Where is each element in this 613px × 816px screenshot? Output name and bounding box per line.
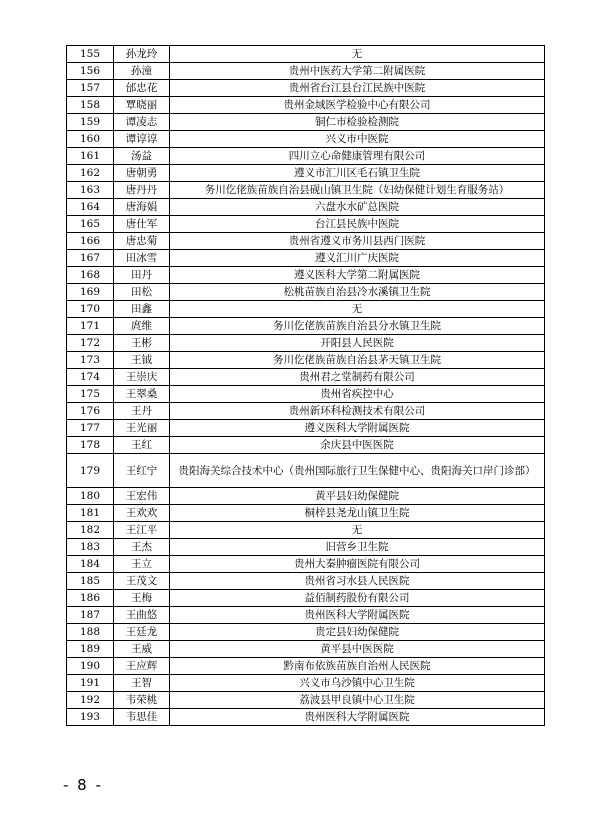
- organization: 遵义汇川广庆医院: [170, 250, 545, 267]
- table-row: [67, 488, 545, 505]
- organization: 无: [170, 46, 545, 63]
- person-name: 汤益: [114, 148, 170, 165]
- person-name: 韦思佳: [114, 709, 170, 726]
- person-name: 王茂文: [114, 573, 170, 590]
- organization: 兴义市乌沙镇中心卫生院: [170, 675, 545, 692]
- organization: 六盘水水矿总医院: [170, 199, 545, 216]
- row-number: 166: [67, 233, 114, 250]
- row-number: 179: [67, 454, 114, 488]
- organization: 荔波县甲良镇中心卫生院: [170, 692, 545, 709]
- roster-table: [66, 45, 545, 726]
- person-name: 王彬: [114, 335, 170, 352]
- table-row: [67, 352, 545, 369]
- table-row: [67, 335, 545, 352]
- row-number: 176: [67, 403, 114, 420]
- table-row: [67, 522, 545, 539]
- person-name: 王智: [114, 675, 170, 692]
- table-row: [67, 114, 545, 131]
- row-number: 192: [67, 692, 114, 709]
- table-row: [67, 97, 545, 114]
- page-number: - 8 -: [63, 776, 103, 794]
- person-name: 谭凌志: [114, 114, 170, 131]
- organization: 无: [170, 522, 545, 539]
- organization: 务川仡佬族苗族自治县茅天镇卫生院: [170, 352, 545, 369]
- row-number: 178: [67, 437, 114, 454]
- row-number: 182: [67, 522, 114, 539]
- row-number: 173: [67, 352, 114, 369]
- person-name: 王红: [114, 437, 170, 454]
- organization: 益佰制药股份有限公司: [170, 590, 545, 607]
- person-name: 王威: [114, 641, 170, 658]
- person-name: 田丹: [114, 267, 170, 284]
- row-number: 159: [67, 114, 114, 131]
- organization: 贵州医科大学附属医院: [170, 607, 545, 624]
- person-name: 唐忠菊: [114, 233, 170, 250]
- table-row: [67, 80, 545, 97]
- organization: 余庆县中医医院: [170, 437, 545, 454]
- row-number: 184: [67, 556, 114, 573]
- organization: 贵定县妇幼保健院: [170, 624, 545, 641]
- organization: 贵州医科大学附属医院: [170, 709, 545, 726]
- organization: 贵州省台江县台江民族中医院: [170, 80, 545, 97]
- organization: 务川仡佬族苗族自治县分水镇卫生院: [170, 318, 545, 335]
- table-row: [67, 403, 545, 420]
- table-row: [67, 63, 545, 80]
- table-row: [67, 590, 545, 607]
- table-row: [67, 369, 545, 386]
- person-name: 唐朝勇: [114, 165, 170, 182]
- person-name: 王曲悠: [114, 607, 170, 624]
- table-row: [67, 233, 545, 250]
- person-name: 王丹: [114, 403, 170, 420]
- row-number: 180: [67, 488, 114, 505]
- person-name: 王欢欢: [114, 505, 170, 522]
- row-number: 161: [67, 148, 114, 165]
- organization: 遵义医科大学附属医院: [170, 420, 545, 437]
- organization: 桐梓县尧龙山镇卫生院: [170, 505, 545, 522]
- row-number: 189: [67, 641, 114, 658]
- table-row: [67, 573, 545, 590]
- row-number: 164: [67, 199, 114, 216]
- row-number: 186: [67, 590, 114, 607]
- person-name: 王梅: [114, 590, 170, 607]
- table-row: [67, 301, 545, 318]
- organization: 贵州中医药大学第二附属医院: [170, 63, 545, 80]
- table-row: [67, 607, 545, 624]
- row-number: 188: [67, 624, 114, 641]
- row-number: 183: [67, 539, 114, 556]
- row-number: 167: [67, 250, 114, 267]
- organization: 贵州金域医学检验中心有限公司: [170, 97, 545, 114]
- organization: 旧营乡卫生院: [170, 539, 545, 556]
- organization: 黄平县中医医院: [170, 641, 545, 658]
- organization: 贵州大秦肿瘤医院有限公司: [170, 556, 545, 573]
- table-row: [67, 199, 545, 216]
- row-number: 175: [67, 386, 114, 403]
- table-row: [67, 148, 545, 165]
- person-name: 王廷龙: [114, 624, 170, 641]
- organization: 贵州省疾控中心: [170, 386, 545, 403]
- table-row: [67, 505, 545, 522]
- organization: 贵州省遵义市务川县西门医院: [170, 233, 545, 250]
- row-number: 191: [67, 675, 114, 692]
- table-row: [67, 437, 545, 454]
- table-row: [67, 539, 545, 556]
- row-number: 170: [67, 301, 114, 318]
- person-name: 王杰: [114, 539, 170, 556]
- table-row: [67, 267, 545, 284]
- table-row: [67, 624, 545, 641]
- organization: 黄平县妇幼保健院: [170, 488, 545, 505]
- row-number: 190: [67, 658, 114, 675]
- row-number: 171: [67, 318, 114, 335]
- table-row: [67, 250, 545, 267]
- person-name: 田冰雪: [114, 250, 170, 267]
- person-name: 王崇庆: [114, 369, 170, 386]
- row-number: 177: [67, 420, 114, 437]
- row-number: 162: [67, 165, 114, 182]
- table-row: [67, 165, 545, 182]
- organization: 贵州新环科检测技术有限公司: [170, 403, 545, 420]
- person-name: 覃晓丽: [114, 97, 170, 114]
- person-name: 唐海娟: [114, 199, 170, 216]
- row-number: 172: [67, 335, 114, 352]
- person-name: 谭谆谆: [114, 131, 170, 148]
- organization: 铜仁市检验检测院: [170, 114, 545, 131]
- row-number: 181: [67, 505, 114, 522]
- table-row: [67, 556, 545, 573]
- table-row: [67, 318, 545, 335]
- person-name: 王钺: [114, 352, 170, 369]
- organization: 无: [170, 301, 545, 318]
- person-name: 孙潼: [114, 63, 170, 80]
- row-number: 165: [67, 216, 114, 233]
- row-number: 160: [67, 131, 114, 148]
- organization: 遵义医科大学第二附属医院: [170, 267, 545, 284]
- organization: 贵州君之堂制药有限公司: [170, 369, 545, 386]
- person-name: 韦荣桃: [114, 692, 170, 709]
- row-number: 193: [67, 709, 114, 726]
- roster-table-body: [67, 46, 545, 726]
- table-row: [67, 709, 545, 726]
- person-name: 唐丹丹: [114, 182, 170, 199]
- organization: 务川仡佬族苗族自治县砚山镇卫生院（妇幼保健计划生育服务站）: [170, 182, 545, 199]
- table-row: [67, 284, 545, 301]
- person-name: 王江平: [114, 522, 170, 539]
- person-name: 王红宁: [114, 454, 170, 488]
- row-number: 185: [67, 573, 114, 590]
- organization: 台江县民族中医院: [170, 216, 545, 233]
- table-row: [67, 454, 545, 488]
- row-number: 155: [67, 46, 114, 63]
- row-number: 156: [67, 63, 114, 80]
- row-number: 174: [67, 369, 114, 386]
- organization: 开阳县人民医院: [170, 335, 545, 352]
- table-row: [67, 131, 545, 148]
- row-number: 168: [67, 267, 114, 284]
- person-name: 王应辉: [114, 658, 170, 675]
- table-row: [67, 692, 545, 709]
- table-row: [67, 675, 545, 692]
- row-number: 157: [67, 80, 114, 97]
- organization: 四川立心命健康管理有限公司: [170, 148, 545, 165]
- person-name: 邰忠花: [114, 80, 170, 97]
- table-row: [67, 420, 545, 437]
- row-number: 169: [67, 284, 114, 301]
- table-row: [67, 658, 545, 675]
- organization: 兴义市中医院: [170, 131, 545, 148]
- table-row: [67, 386, 545, 403]
- table-row: [67, 46, 545, 63]
- person-name: 庹维: [114, 318, 170, 335]
- row-number: 163: [67, 182, 114, 199]
- person-name: 田鑫: [114, 301, 170, 318]
- table-row: [67, 641, 545, 658]
- person-name: 田松: [114, 284, 170, 301]
- person-name: 王宏伟: [114, 488, 170, 505]
- table-row: [67, 216, 545, 233]
- person-name: 王光丽: [114, 420, 170, 437]
- organization: 遵义市汇川区毛石镇卫生院: [170, 165, 545, 182]
- organization: 黔南布依族苗族自治州人民医院: [170, 658, 545, 675]
- organization: 松桃苗族自治县冷水溪镇卫生院: [170, 284, 545, 301]
- organization: 贵州省习水县人民医院: [170, 573, 545, 590]
- row-number: 187: [67, 607, 114, 624]
- person-name: 孙龙玲: [114, 46, 170, 63]
- table-row: [67, 182, 545, 199]
- person-name: 王立: [114, 556, 170, 573]
- organization: 贵阳海关综合技术中心（贵州国际旅行卫生保健中心、贵阳海关口岸门诊部）: [170, 454, 545, 488]
- person-name: 唐仕军: [114, 216, 170, 233]
- person-name: 王翠桑: [114, 386, 170, 403]
- row-number: 158: [67, 97, 114, 114]
